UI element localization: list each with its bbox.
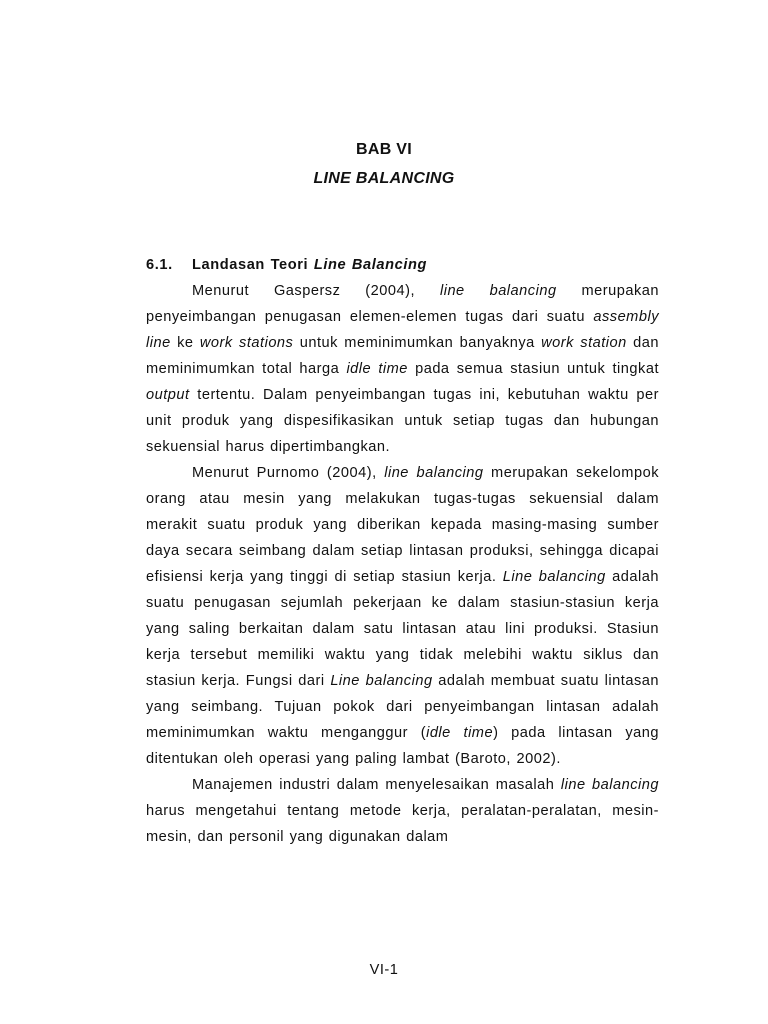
paragraph-text: pada semua stasiun untuk tingkat [407,361,659,377]
section-heading [146,252,659,278]
paragraph-text: untuk meminimumkan banyaknya [293,335,542,351]
italic-term: Line balancing [502,569,606,585]
page-number: VI-1 [369,962,399,978]
italic-term: Line balancing [330,673,433,689]
paragraph-text: Menurut Purnomo (2004), [192,465,385,481]
paragraphs [146,278,659,850]
italic-term: line balancing [560,777,659,793]
paragraph-text: ) pada lintasan yang ditentukan oleh operasi yang paling lambat (Baroto, 2002). [146,725,660,767]
italic-term: output [146,387,190,403]
italic-term: line balancing [384,465,484,481]
paragraph-text: adalah suatu penugasan sejumlah pekerjaan ke dalam stasiun-stasiun kerja yang saling berkaitan dalam satu lintasan atau lini produksi. Stasiun kerja tersebut memiliki waktu yang tidak melebihi waktu siklus dan stasiun kerja. Fungsi dari [146,569,659,689]
paragraph-text: harus mengetahui tentang metode kerja, peralatan-peralatan, mesin-mesin, dan personil yang digunakan dalam [146,803,659,845]
chapter-title: LINE BALANCING [313,170,455,187]
paragraph-text: tertentu. Dalam penyeimbangan tugas ini, kebutuhan waktu per unit produk yang dispesifikasikan untuk setiap tugas dan hubungan sekuensial harus dipertimbangkan. [146,387,659,455]
paragraph-text: Menurut Gaspersz (2004), [192,283,440,299]
section-title-italic: Line Balancing [313,257,428,273]
italic-term: assembly line [146,309,659,351]
section-number: 6.1. [146,257,173,273]
italic-term: work stations [199,335,294,351]
paragraph-text: dan meminimumkan total harga [146,335,660,377]
section-title-plain: Landasan Teori [192,257,314,273]
paragraph-2 [146,460,659,772]
paragraph-text: Manajemen industri dalam menyelesaikan masalah [192,777,561,793]
paragraph-text: merupakan sekelompok orang atau mesin yang melakukan tugas-tugas sekuensial dalam merakit suatu produk yang diberikan kepada masing-masing sumber daya secara seimbang dalam setiap lintasan produksi, sehingga dicapai efisiensi kerja yang tinggi di setiap stasiun kerja. [146,465,659,585]
italic-term: work station [541,335,627,351]
paragraph-text: merupakan penyeimbangan penugasan elemen-elemen tugas dari suatu [146,283,659,325]
italic-term: idle time [426,725,494,741]
italic-term: line balancing [439,283,557,299]
chapter-number: BAB VI [355,141,413,158]
body-text [146,252,659,850]
paragraph-text: adalah membuat suatu lintasan yang seimbang. Tujuan pokok dari penyeimbangan lintasan adalah meminimumkan waktu menganggur ( [146,673,659,741]
paragraph-text: ke [170,335,200,351]
italic-term: idle time [346,361,408,377]
paragraph-3 [146,772,659,850]
paragraph-1 [146,278,659,460]
